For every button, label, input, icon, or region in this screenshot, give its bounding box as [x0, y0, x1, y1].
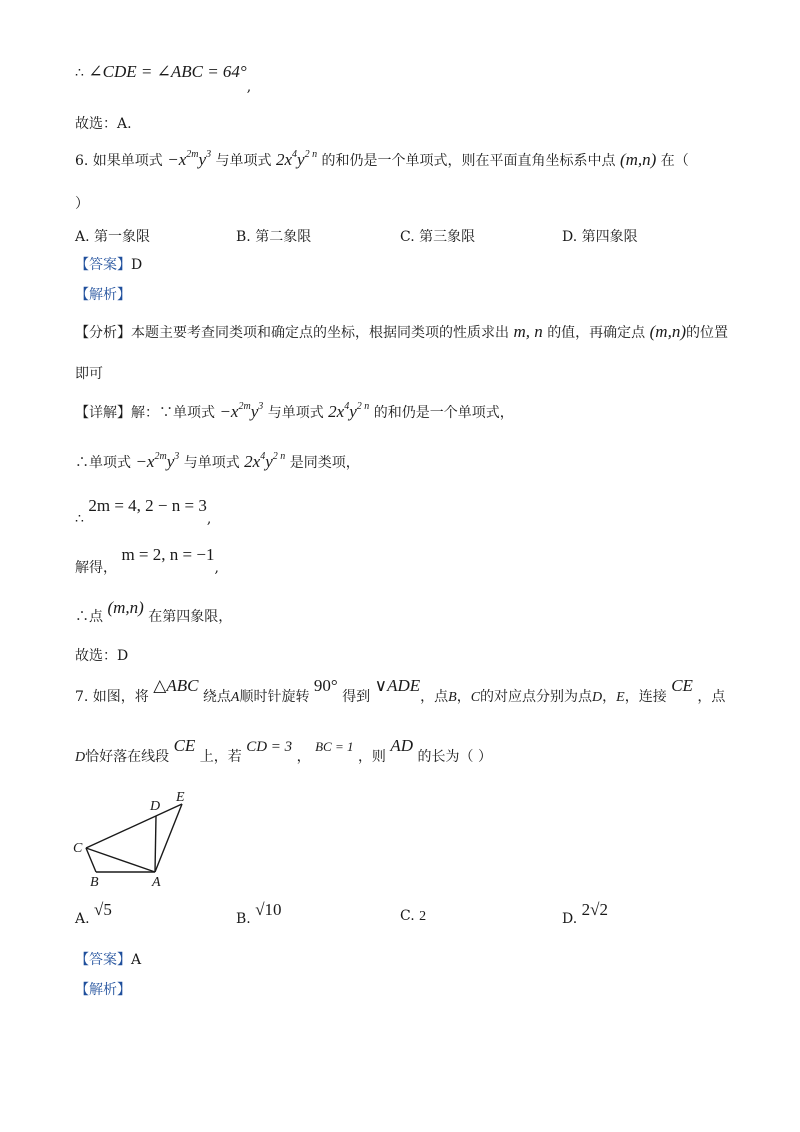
q6-text-3: 的和仍是一个单项式，则在平面直角坐标系中点 [321, 153, 616, 169]
q6-final: 故选：D [75, 648, 129, 664]
therefore-symbol: ∴ [75, 65, 84, 81]
q7-text-9: ，连接 [624, 689, 667, 705]
answer-tag: 【答案】 [75, 257, 131, 273]
conclusion-line [75, 62, 252, 95]
choose-a-line: 故选：A. [75, 116, 132, 132]
fenxi-tag: 【分析】 [75, 325, 131, 341]
q6-step-2 [75, 452, 360, 473]
bc-length: BC = 1 [315, 739, 354, 754]
monomial-2: $2x^4y^{2 n}$ [328, 401, 370, 421]
q7-line2-text-2: 上，若 [199, 749, 242, 765]
option-letter: A. [75, 911, 90, 927]
step5-text-2: 在第四象限， [148, 609, 233, 625]
q7-line2-text-4: 的长为（ ） [417, 749, 492, 765]
fenxi-text-1: 本题主要考查同类项和确定点的坐标，根据同类项的性质求出 [131, 325, 509, 341]
step5-text-1: ∴点 [75, 609, 103, 625]
q7-option-c[interactable] [400, 908, 426, 925]
q6-close-paren: ） [75, 196, 89, 212]
question-7-stem-2 [75, 736, 492, 765]
q6-analysis [75, 285, 131, 305]
q6-option-c[interactable]: C. 第三象限 [400, 229, 476, 245]
q6-detail [75, 402, 514, 423]
comma: , [206, 511, 212, 527]
option-letter: D. [562, 911, 578, 927]
q7-line2-text-1: 恰好落在线段 [85, 749, 170, 765]
q7-text-10: ，点 [697, 689, 726, 705]
cd-length: CD = 3 [246, 739, 293, 755]
point-mn: (m,n) [619, 150, 657, 169]
comma: ， [296, 749, 311, 765]
monomial-2: $2x^4y^{2 n}$ [275, 149, 318, 169]
question-7-stem [75, 676, 726, 705]
answer-value: D [131, 257, 143, 273]
label-c: C [73, 841, 83, 856]
analysis-tag: 【解析】 [75, 982, 131, 998]
q6-option-b[interactable]: B. 第二象限 [236, 229, 312, 245]
monomial-1: $-x^{2m}y^3$ [219, 401, 264, 421]
step2-text-1: ∴单项式 [75, 455, 131, 471]
q7-text-6: ， [456, 689, 471, 705]
monomial-2: $2x^4y^{2 n}$ [244, 451, 286, 471]
point-b: B [448, 690, 457, 705]
q6-step-4 [75, 545, 219, 576]
point-e: E [616, 690, 625, 705]
detail-text-2: 与单项式 [267, 405, 324, 421]
q6-fenxi [75, 322, 728, 343]
fenxi-text-2: 的值，再确定点 [547, 325, 646, 341]
option-letter: B. [236, 911, 251, 927]
option-value: 2 [419, 909, 427, 924]
option-value: √10 [255, 900, 282, 919]
option-value: √5 [94, 900, 112, 919]
point-mn: (m,n) [649, 322, 686, 341]
analysis-tag: 【解析】 [75, 287, 131, 303]
point-a: A [230, 690, 240, 705]
detail-text-1: 解：∵单项式 [131, 405, 215, 421]
segment-ca [86, 848, 155, 872]
step4-text: 解得， [75, 560, 117, 576]
q7-analysis [75, 980, 131, 1000]
therefore-symbol: ∴ [75, 511, 84, 527]
q7-text-3: 顺时针旋转 [239, 689, 310, 705]
q6-number: 6. 如果单项式 [75, 153, 163, 169]
step2-text-2: 与单项式 [183, 455, 240, 471]
segment-ce: CE [671, 676, 693, 695]
rotation-angle: 90° [313, 676, 338, 695]
q6-step-5 [75, 598, 233, 625]
answer-tag: 【答案】 [75, 952, 131, 968]
triangle-abc: △ABC [153, 676, 199, 695]
segment-da [155, 816, 156, 872]
segment-ad: AD [390, 736, 414, 755]
geometry-figure [70, 790, 220, 890]
question-6-stem [75, 150, 689, 171]
q7-text-8: ， [602, 689, 617, 705]
comma: , [246, 79, 252, 95]
fenxi-text-3: 的位置 [686, 325, 728, 341]
answer-value: A [131, 952, 142, 968]
point-d: D [75, 750, 86, 765]
point-d: D [592, 690, 603, 705]
step2-text-3: 是同类项， [289, 455, 360, 471]
detail-tag: 【详解】 [75, 405, 131, 421]
q6-text-4: 在（ [660, 153, 689, 169]
detail-text-3: 的和仍是一个单项式， [373, 405, 514, 421]
label-d: D [150, 799, 161, 814]
q6-option-a[interactable]: A. 第一象限 [75, 229, 151, 245]
q7-text-2: 绕点 [202, 689, 231, 705]
point-mn: (m,n) [107, 598, 144, 617]
mn-vars: m, n [513, 322, 543, 341]
q6-option-d[interactable]: D. 第四象限 [562, 229, 638, 245]
q7-option-d[interactable] [562, 900, 608, 927]
label-b: B [90, 875, 99, 890]
q6-step-3 [75, 496, 212, 527]
comma: , [214, 560, 219, 576]
q7-text-7: 的对应点分别为点 [480, 689, 593, 705]
segment-ce: CE [173, 736, 196, 755]
q7-option-b[interactable] [236, 900, 282, 927]
q7-text-1: 7. 如图，将 [75, 689, 149, 705]
q7-option-a[interactable] [75, 900, 112, 927]
label-e: E [176, 790, 185, 805]
q6-fenxi-cont: 即可 [75, 366, 103, 382]
option-letter: C. [400, 908, 415, 924]
q7-text-5: ，点 [420, 689, 449, 705]
angle-equation: ∠CDE = ∠ABC = 64° [88, 62, 247, 81]
equation-system: 2m = 4, 2 − n = 3 [88, 496, 207, 515]
point-c: C [470, 690, 481, 705]
q7-answer [75, 950, 141, 970]
q6-text-2: 与单项式 [215, 153, 272, 169]
q7-text-4: 得到 [342, 689, 371, 705]
triangle-ade: ∨ADE [374, 676, 421, 695]
q7-line2-text-3: ，则 [357, 749, 386, 765]
monomial-1: $-x^{2m}y^3$ [167, 149, 212, 169]
option-value: 2√2 [581, 900, 608, 919]
monomial-1: $-x^{2m}y^3$ [135, 451, 180, 471]
q6-answer [75, 255, 142, 275]
solution-expr: m = 2, n = −1 [121, 545, 215, 564]
label-a: A [152, 875, 161, 890]
